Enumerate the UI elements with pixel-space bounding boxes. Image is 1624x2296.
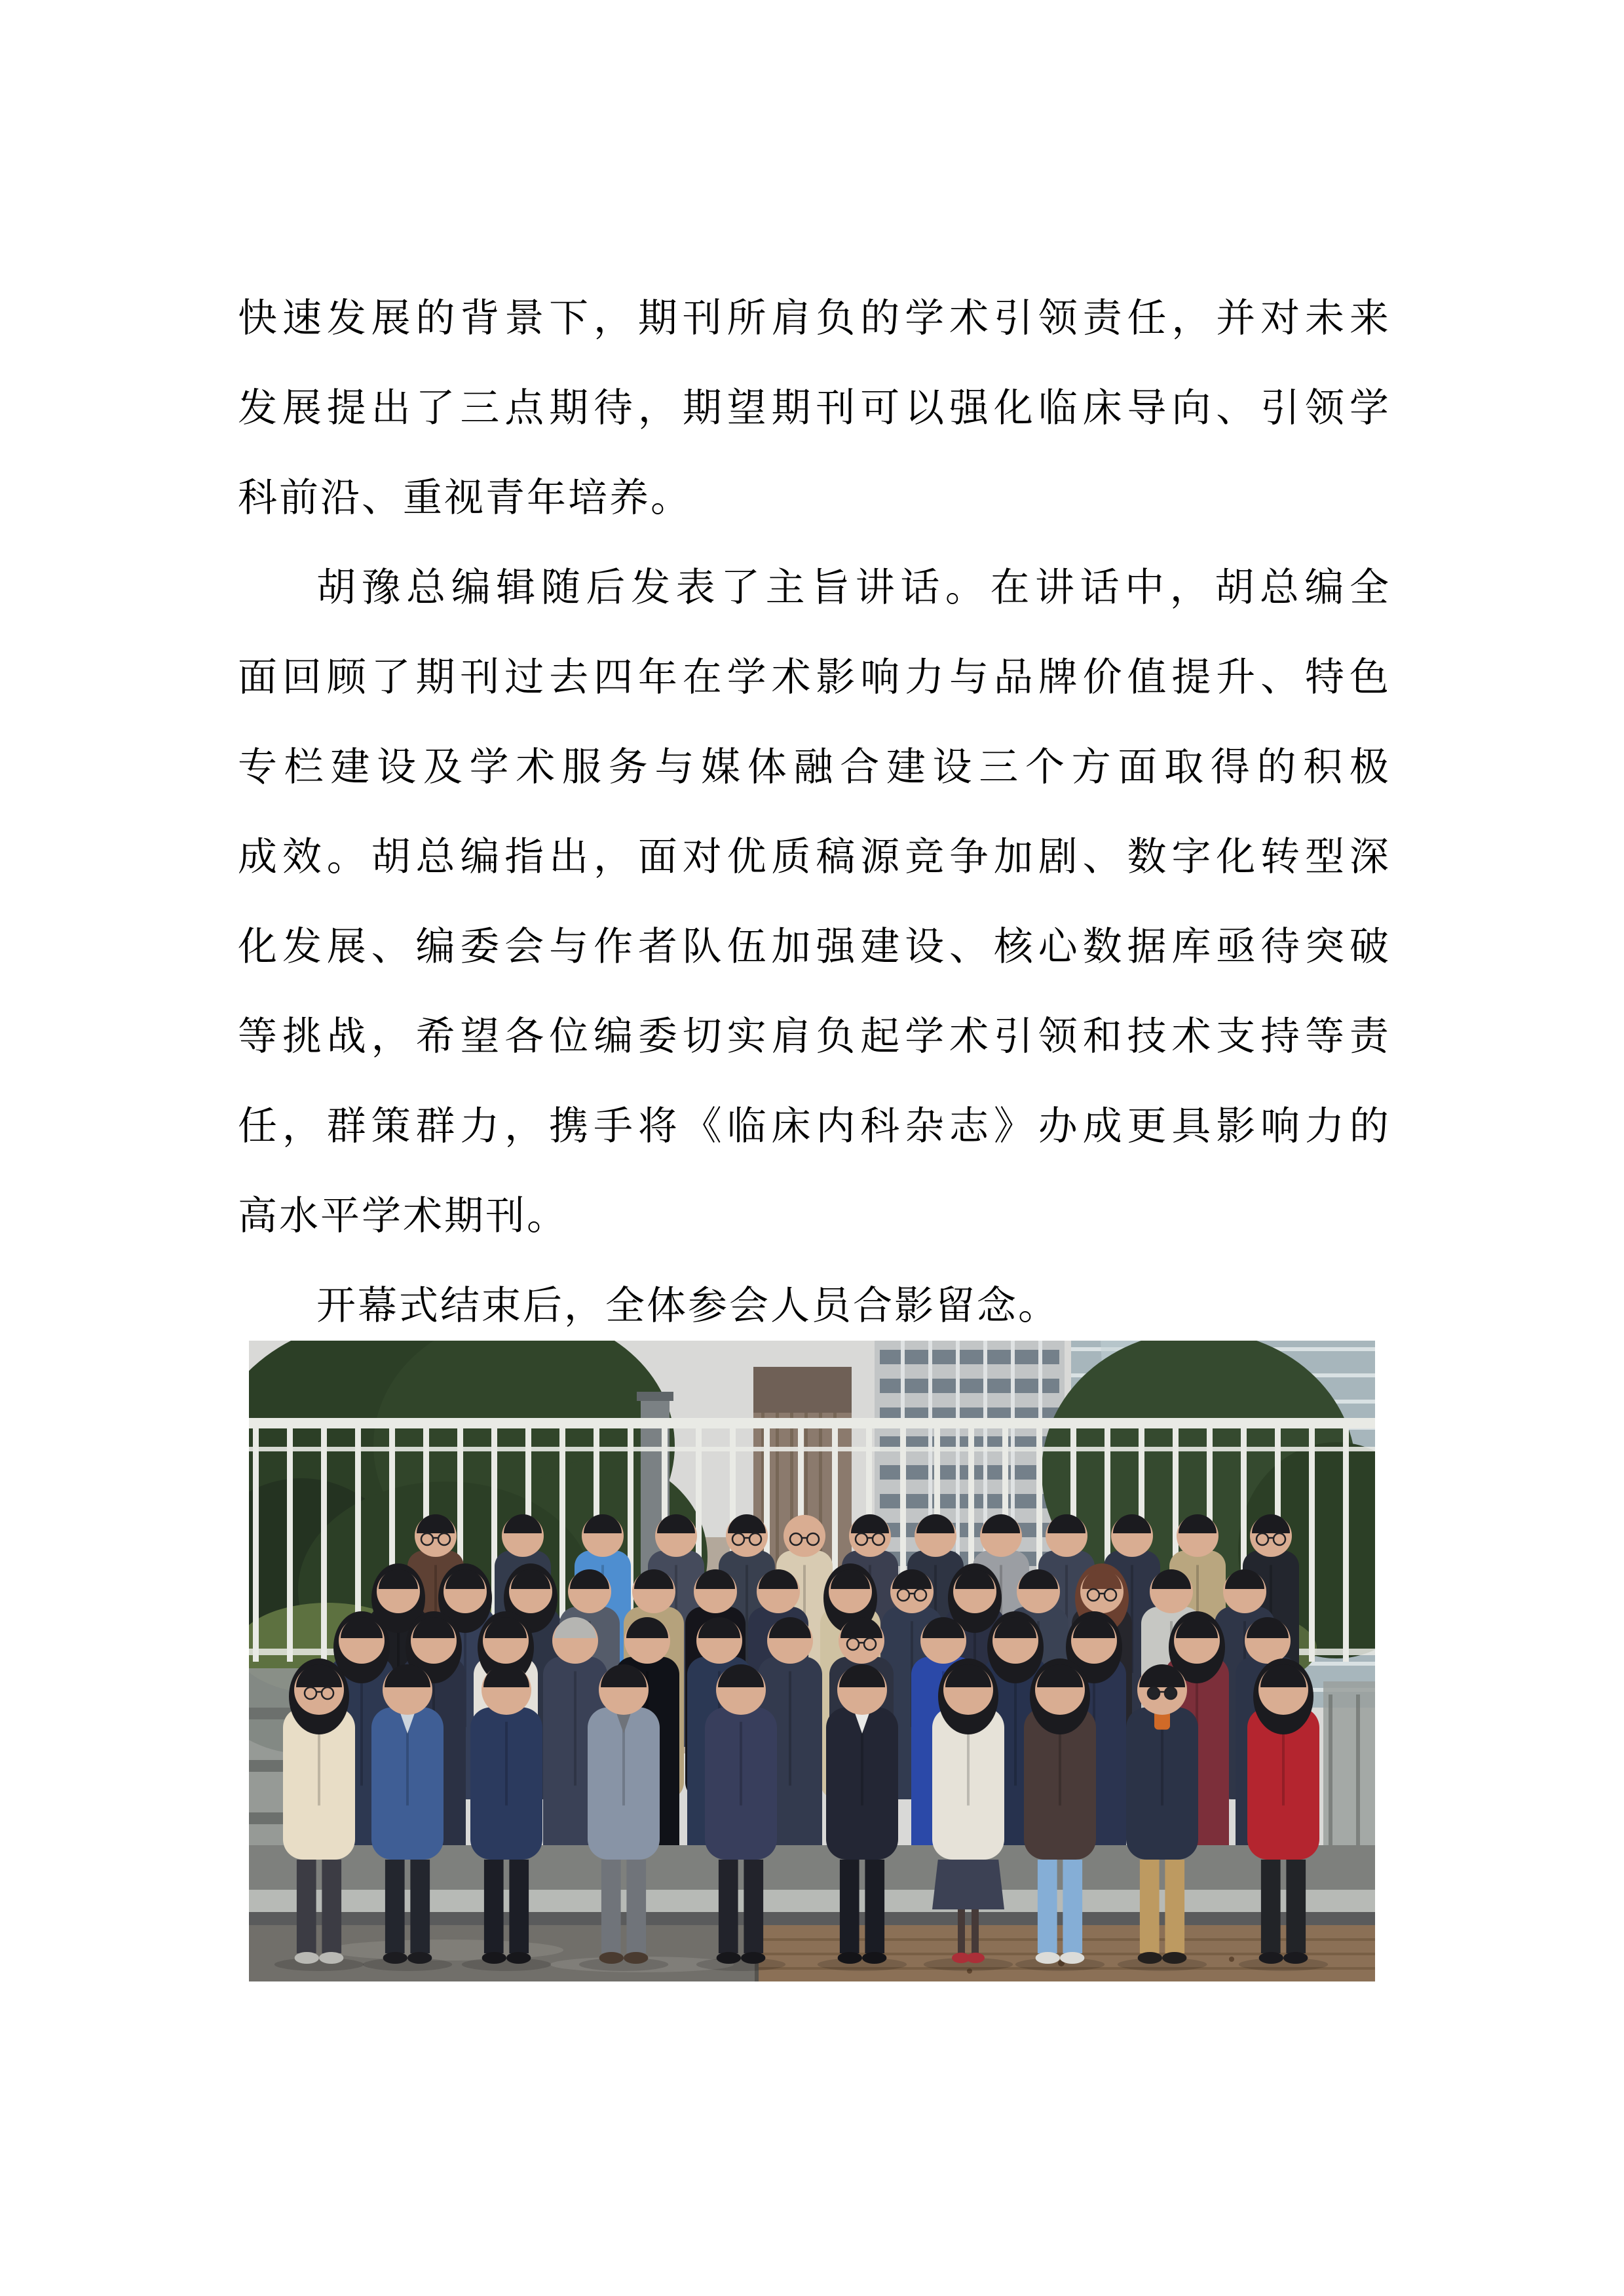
- group-photo-svg: [249, 1341, 1375, 1981]
- text-line: 胡 豫 总 编 辑 随 后 发 表 了 主 旨 讲 话 。 在 讲 话 中 ， 胡 总 编 全: [316, 566, 1389, 609]
- text-line: 高水平学术期刊。: [238, 1195, 568, 1238]
- text-line: 任 ， 群 策 群 力 ， 携 手 将 《 临 床 内 科 杂 志 》 办 成 更 具 影 响 力 的: [238, 1105, 1389, 1148]
- text-line: 发 展 提 出 了 三 点 期 待 ， 期 望 期 刊 可 以 强 化 临 床 导 向 、 引 领 学: [238, 387, 1389, 430]
- text-line: 化 发 展 、 编 委 会 与 作 者 队 伍 加 强 建 设 、 核 心 数 据 库 亟 待 突 破: [238, 925, 1389, 968]
- text-line: 科前沿、重视青年培养。: [238, 476, 692, 520]
- text-line: 专 栏 建 设 及 学 术 服 务 与 媒 体 融 合 建 设 三 个 方 面 取 得 的 积 极: [238, 746, 1389, 789]
- group-photo: [249, 1341, 1375, 1981]
- body-text: [238, 274, 1389, 1351]
- text-line: 成 效 。 胡 总 编 指 出 ， 面 对 优 质 稿 源 竞 争 加 剧 、 数 字 化 转 型 深: [238, 835, 1389, 879]
- text-line: 快 速 发 展 的 背 景 下 ， 期 刊 所 肩 负 的 学 术 引 领 责 任 ， 并 对 未 来: [238, 297, 1389, 340]
- text-line: 等 挑 战 ， 希 望 各 位 编 委 切 实 肩 负 起 学 术 引 领 和 技 术 支 持 等 责: [238, 1015, 1389, 1058]
- text-line: 面 回 顾 了 期 刊 过 去 四 年 在 学 术 影 响 力 与 品 牌 价 值 提 升 、 特 色: [238, 656, 1389, 699]
- text-line: 开幕式结束后，全体参会人员合影留念。: [316, 1284, 1059, 1328]
